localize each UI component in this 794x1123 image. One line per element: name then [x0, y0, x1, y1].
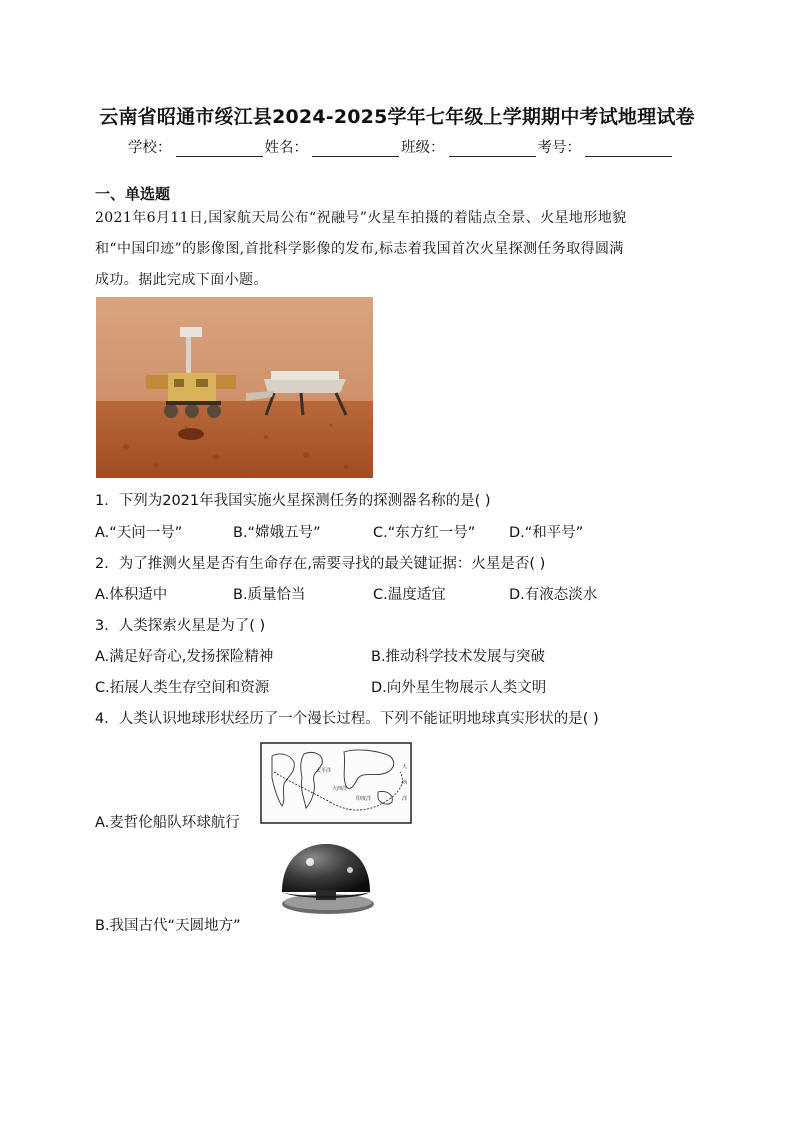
exam-number-blank[interactable]: [585, 141, 672, 157]
exam-number-label: 考号：: [537, 140, 581, 156]
question-3-option-b[interactable]: B.推动科学技术发展与突破: [371, 649, 546, 665]
student-info-row: [128, 136, 674, 157]
question-3-option-d[interactable]: D.向外星生物展示人类文明: [371, 680, 547, 696]
passage-line: 和“中国印迹”的影像图,首批科学影像的发布,标志着我国首次火星探测任务取得圆满: [95, 241, 624, 257]
question-3-stem: 3．人类探索火星是为了( ): [95, 618, 266, 634]
heaven-round-earth-square-model: [276, 840, 376, 928]
question-4-option-b[interactable]: B.我国古代“天圆地方”: [95, 918, 241, 934]
question-2-stem: 2．为了推测火星是否有生命存在,需要寻找的最关键证据：火星是否( ): [95, 556, 546, 572]
map-label-char-3: 洋: [402, 796, 408, 802]
question-1-option-a[interactable]: A.“天问一号”: [95, 525, 183, 541]
magellan-route-map: [260, 742, 412, 824]
class-label: 班级：: [401, 140, 445, 156]
map-label-char-1: 大: [402, 764, 408, 770]
name-blank[interactable]: [312, 141, 399, 157]
question-2-option-a[interactable]: A.体积适中: [95, 587, 168, 603]
question-3-options-row-2: [95, 676, 715, 696]
question-1-options: [95, 521, 715, 541]
school-blank[interactable]: [176, 141, 263, 157]
question-1-option-c[interactable]: C.“东方红一号”: [373, 525, 476, 541]
dome-illustration: [276, 840, 376, 928]
map-label-char-2: 西: [402, 780, 408, 786]
question-4-stem: 4．人类认识地球形状经历了一个漫长过程。下列不能证明地球真实形状的是( ): [95, 711, 599, 727]
question-2-option-c[interactable]: C.温度适宜: [373, 587, 446, 603]
reading-passage: [95, 203, 703, 296]
mars-rover-photo: [96, 297, 373, 478]
map-label-atlantic: 大西洋: [332, 786, 348, 792]
question-1-stem: 1．下列为2021年我国实施火星探测任务的探测器名称的是( ): [95, 493, 491, 509]
question-2-option-b[interactable]: B.质量恰当: [233, 587, 306, 603]
class-blank[interactable]: [449, 141, 536, 157]
question-3-option-a[interactable]: A.满足好奇心,发扬探险精神: [95, 649, 274, 665]
question-4-option-a[interactable]: A.麦哲伦船队环球航行: [95, 815, 240, 831]
school-label: 学校：: [128, 140, 172, 156]
question-2-option-d[interactable]: D.有液态淡水: [509, 587, 598, 603]
mars-rover-illustration: [96, 297, 373, 478]
question-2-options: [95, 583, 715, 603]
section-heading: 一、单选题: [95, 185, 171, 203]
passage-line: 成功。据此完成下面小题。: [95, 272, 268, 288]
map-label-indian: 印度洋: [356, 796, 372, 802]
question-3-option-c[interactable]: C.拓展人类生存空间和资源: [95, 680, 270, 696]
question-1-option-d[interactable]: D.“和平号”: [509, 525, 584, 541]
question-1-option-b[interactable]: B.“嫦娥五号”: [233, 525, 321, 541]
question-3-options-row-1: [95, 645, 715, 665]
world-map-illustration: [260, 742, 412, 824]
map-label-pacific: 太平洋: [316, 768, 332, 774]
exam-title: 云南省昭通市绥江县2024-2025学年七年级上学期期中考试地理试卷: [99, 106, 695, 128]
passage-line: 2021年6月11日,国家航天局公布“祝融号”火星车拍摄的着陆点全景、火星地形地貌: [95, 210, 627, 226]
name-label: 姓名：: [264, 140, 308, 156]
